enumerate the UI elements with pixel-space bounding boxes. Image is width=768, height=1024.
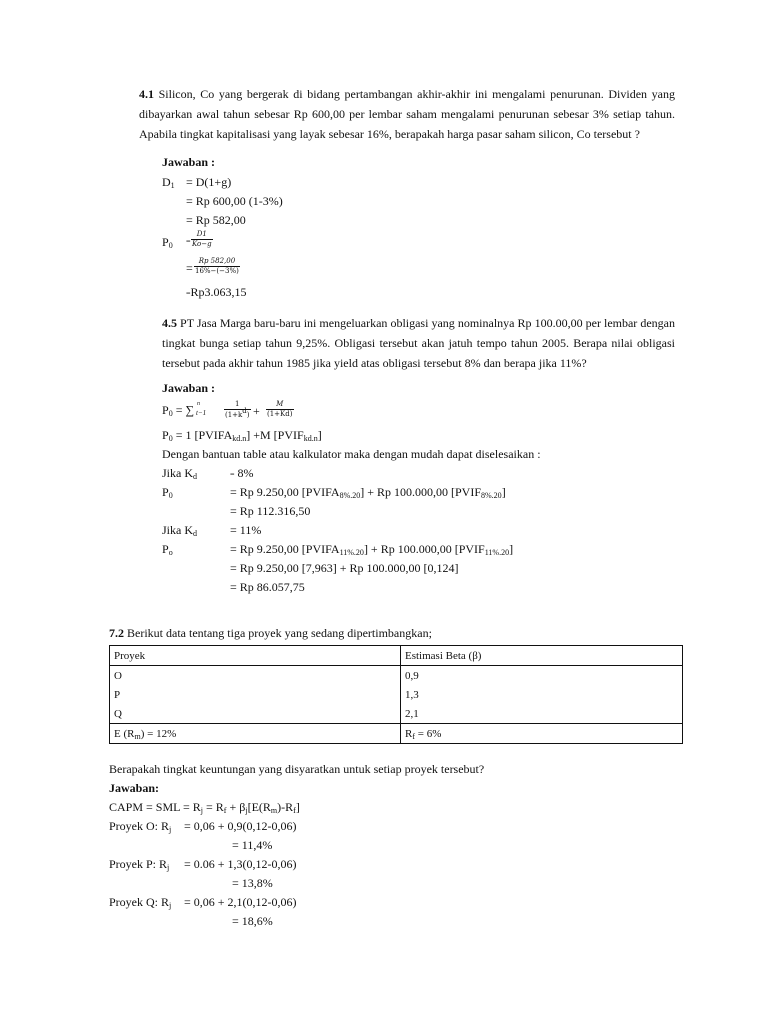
project-q-label: Proyek Q: $R_j$ [109,895,172,910]
fraction-1-over-1-plus-kd: $\frac{1}{(1+k^d)}$ [225,400,250,419]
question-4-5 [162,313,675,373]
question-number: 4.1 [139,87,154,101]
table-row [110,685,683,704]
project-p-equation: = 0.06 + 1,3(0,12-0,06) [184,857,297,871]
table-row [110,704,683,724]
plus-sign: + [253,404,260,418]
project-p-label: Proyek P: $R_j$ [109,857,170,872]
instruction-line: Dengan bantuan table atau kalkulator maka dengan mudah dapat diselesaikan : [162,447,541,461]
kd-11-value: = 11% [230,523,262,537]
project-p-result: = 13,8% [232,876,273,890]
table-cell: 0,9 [401,666,683,686]
question-text: Berapakah tingkat keuntungan yang disyaratkan untuk setiap proyek tersebut? [109,762,485,776]
column-header: Estimasi Beta (β) [401,646,683,666]
question-number: 4.5 [162,316,177,330]
table-cell: Q [110,704,401,724]
table-cell: P [110,685,401,704]
fraction-value: $\frac{Rp 582,00}{16\%-(-3\%)}$ [195,257,239,275]
table-header-row [110,646,683,666]
jika-kd-8: Jika $K_d$ [162,466,197,481]
question-number: 7.2 [109,626,124,640]
pvifa-formula: $P_0 = 1$ $[PVIFA_{kd.n}] +M$ $[PVIF_{kd.n}]$ [162,428,322,443]
capm-formula: CAPM = SML = $R_j = R_f + \beta_j[E(R_m)-R_f]$ [109,800,300,815]
column-header: Proyek [110,646,401,666]
project-o-equation: = 0,06 + 0,9(0,12-0,06) [184,819,297,833]
question-text: PT Jasa Marga baru-baru ini mengeluarkan obligasi yang nominalnya Rp 100.00,00 per lembar dengan tingkat bunga setiap tahun 9,25%. Obligasi tersebut akan jatuh tempo tahun 2005. Berapa nilai obligasi tersebut pada akhir tahun 1985 jika yield atas obligasi tersebut 8% dan berapa jika 11%? [162,316,675,370]
project-q-result: = 18,6% [232,914,273,928]
answer-label: Jawaban : [162,155,216,169]
p0-11-label: $P_o$ [162,542,173,557]
table-row [110,666,683,686]
fraction-d1-over-ko-g: $\frac{D1}{Ko-g}$ [192,230,212,248]
sum-sup: n [197,401,200,407]
bond-formula: $P_0$ = ∑ [162,403,195,418]
p0-label: $P_0$ [162,235,173,250]
risk-free-cell: $R_f = 6\%$ [401,724,683,744]
d1-equation-3: = Rp 582,00 [186,213,246,227]
answer-label: Jawaban: [109,781,160,795]
p0-11-equation-1: = Rp 9.250,00 $[PVIFA_{11\%.20}] + Rp$ 100.000,00 $[PVIF_{11\%.20}]$ [230,542,514,557]
table-cell: 2,1 [401,704,683,724]
kd-8-value: = 8% [230,466,254,480]
d1-line: $D_1$ [162,175,175,190]
project-o-result: = 11,4% [232,838,273,852]
p0-11-equation-2: = Rp 9.250,00 [7,963] + Rp 100.000,00 [0,124] [230,561,459,575]
question-4-1 [139,84,675,144]
beta-table [109,645,683,744]
p0-8-equation-1: = Rp 9.250,00 $[PVIFA_{8\%.20}] + Rp$ 100.000,00 $[PVIF_{8\%.20}]$ [230,485,506,500]
jika-kd-11: Jika $K_d$ [162,523,197,538]
p0-8-label: $P_0$ [162,485,173,500]
d1-equation-2: = Rp 600,00 (1-3%) [186,194,283,208]
question-text: Silicon, Co yang bergerak di bidang pertambangan akhir-akhir ini mengalami penurunan. Dividen yang dibayarkan awal tahun sebesar Rp 600,00 per lembar saham mengalami penurunan sebesar 3% setiap tahun. Apabila tingkat kapitalisasi yang layak sebesar 16%, berapakah harga pasar saham silicon, Co tersebut ? [139,87,675,141]
equals-sign: = [186,261,193,275]
project-q-equation: = 0,06 + 2,1(0,12-0,06) [184,895,297,909]
answer-label: Jawaban : [162,381,216,395]
market-return-cell: E $(R_m) = 12\%$ [110,724,401,744]
d1-equation-1: = D(1+g) [186,175,232,189]
p0-8-equation-2: = Rp 112.316,50 [230,504,311,518]
p0-equals: = [186,237,191,246]
table-cell: 1,3 [401,685,683,704]
sum-sub: t−1 [196,409,207,417]
table-footer-row [110,724,683,744]
result-line: =Rp3.063,15 [186,285,247,299]
p0-11-equation-3: = Rp 86.057,75 [230,580,305,594]
question-intro: Berikut data tentang tiga proyek yang sedang dipertimbangkan; [124,626,432,640]
fraction-m-over-1-plus-kd: $\frac{M}{(1+Kd)}$ [267,400,293,418]
project-o-label: Proyek O: $R_j$ [109,819,172,834]
table-cell: O [110,666,401,686]
question-7-2 [109,627,432,639]
